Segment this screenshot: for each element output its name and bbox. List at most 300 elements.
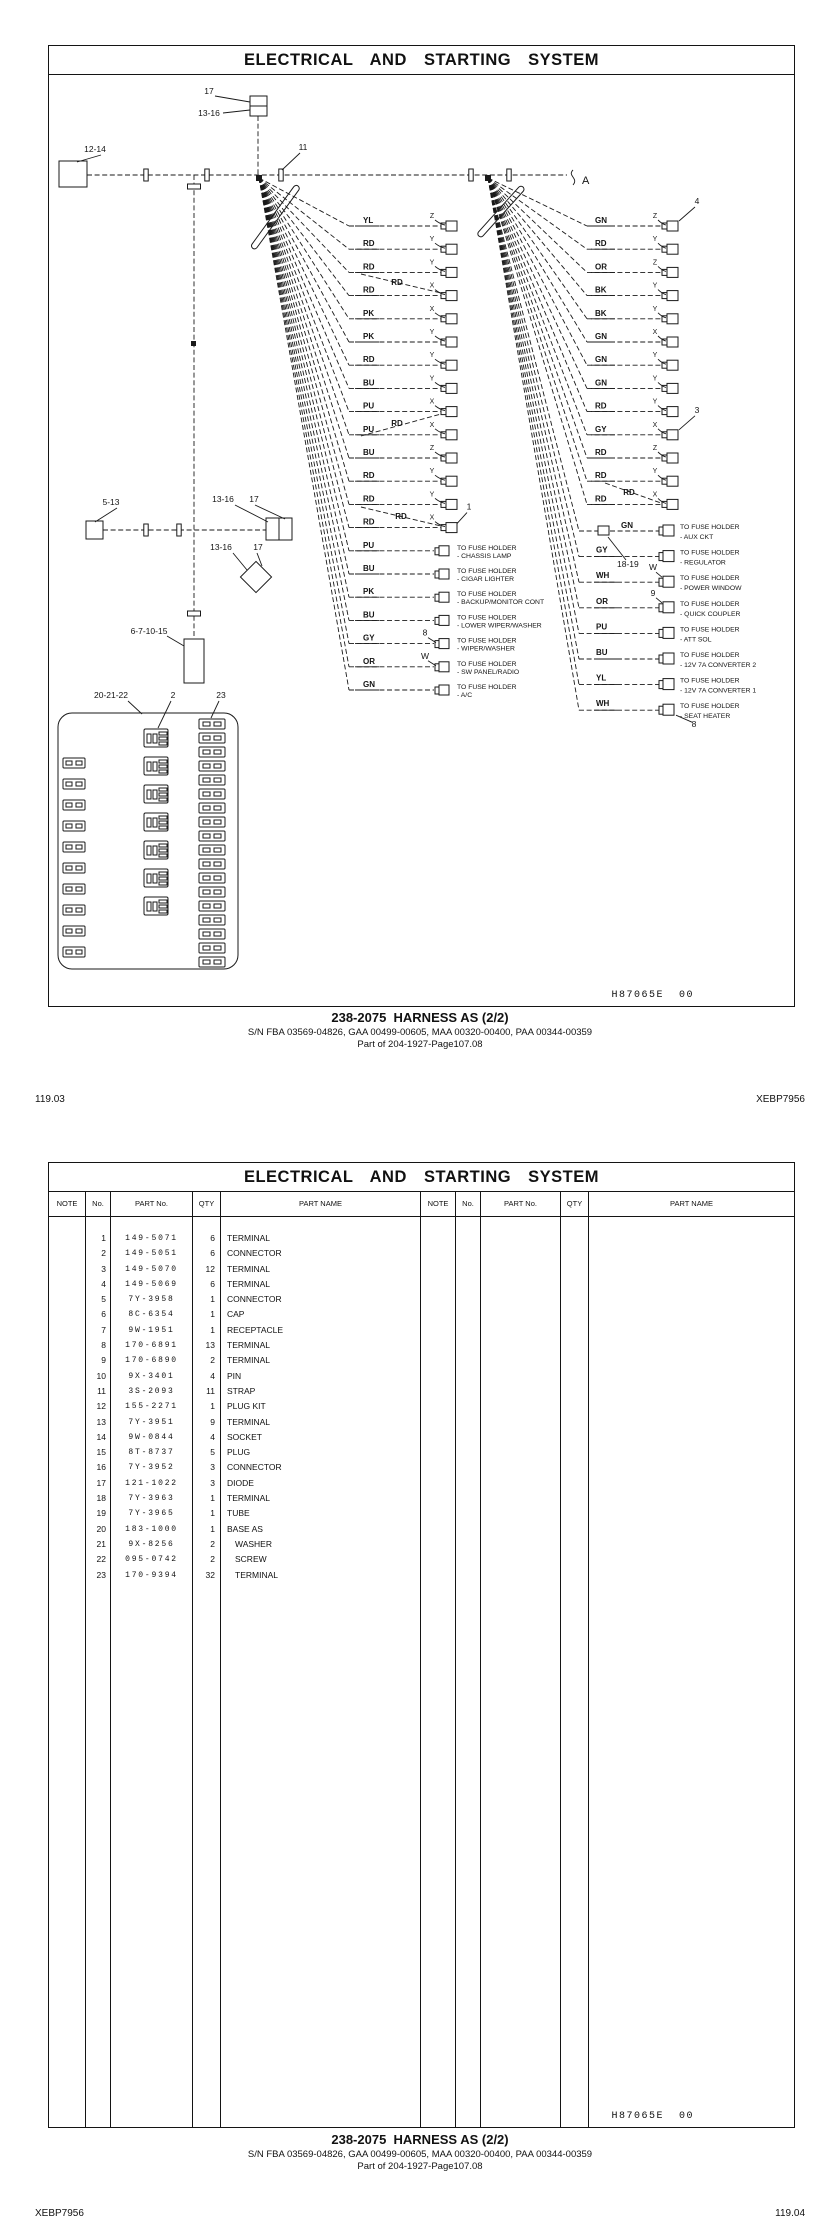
wire-color-label: GN (595, 332, 607, 341)
part-name-cell: CONNECTOR (221, 1246, 421, 1261)
terminal-box (667, 337, 678, 347)
note-cell (49, 1506, 86, 1521)
part-name-cell: PIN (221, 1369, 421, 1384)
relay-bar (159, 788, 167, 791)
wire-color-label: BU (363, 448, 375, 457)
callout-top_pin: 17 (204, 86, 214, 96)
item-no-cell: 20 (86, 1522, 111, 1537)
table-filler-cell (111, 1583, 193, 2127)
fuse-plug (435, 571, 439, 578)
part-name-cell: TERMINAL (221, 1491, 421, 1506)
note-cell (49, 1522, 86, 1537)
qty-cell (561, 1292, 589, 1307)
note-cell (421, 1399, 456, 1414)
table-filler-cell (589, 1583, 794, 2127)
relay-bar (159, 770, 167, 773)
callout-top_conn: 13-16 (198, 108, 220, 118)
fuse-holder-label: TO FUSE HOLDER (680, 524, 740, 531)
qty-cell (561, 1231, 589, 1246)
qty-cell: 12 (193, 1262, 221, 1277)
part-no-cell (481, 1445, 561, 1460)
callout-lower_pair2_r: 17 (253, 542, 263, 552)
fuse-plug (435, 548, 439, 555)
wire-color-label: RD (363, 262, 375, 272)
wire-color-label: BU (363, 564, 375, 573)
terminal-box (667, 407, 678, 417)
terminal-marker: Y (429, 259, 435, 267)
part-no-cell: 3S-2093 (111, 1384, 193, 1399)
part-name-cell: TERMINAL (221, 1277, 421, 1292)
item-no-cell (456, 1231, 481, 1246)
fuse-holder-label: - REGULATOR (680, 559, 726, 567)
note-cell (49, 1262, 86, 1277)
marker-hook (435, 313, 445, 318)
table-filler-cell (481, 1217, 561, 1231)
table-filler-cell (221, 1583, 421, 2127)
terminal-box (667, 221, 678, 231)
fuse-holder-label: - SW PANEL/RADIO (457, 668, 520, 676)
qty-cell (561, 1430, 589, 1445)
terminal-box (667, 314, 678, 324)
fuse-holder-label: TO FUSE HOLDER (457, 568, 517, 575)
qty-cell: 1 (193, 1399, 221, 1414)
wire-line (259, 178, 349, 388)
wire-color-label: RD (595, 494, 607, 504)
part-no-cell (481, 1430, 561, 1445)
wire-line (259, 178, 349, 365)
wire-color-label: GY (363, 633, 375, 643)
terminal-box (446, 291, 457, 301)
wire-color-label: RD (363, 494, 375, 504)
item-no-cell: 13 (86, 1415, 111, 1430)
part-no-cell: 9X-3401 (111, 1369, 193, 1384)
terminal-marker: X (429, 398, 435, 406)
terminal-box (446, 383, 457, 393)
relay-bar (159, 910, 167, 913)
part-no-cell: 7Y-3958 (111, 1292, 193, 1307)
fuse-pin (214, 764, 221, 768)
qty-cell: 6 (193, 1277, 221, 1292)
fuse-pin (214, 722, 221, 726)
fuse-plug (659, 578, 663, 586)
note-cell (49, 1231, 86, 1246)
item-no-cell (456, 1292, 481, 1307)
fuse-holder-label: TO FUSE HOLDER (680, 575, 740, 583)
terminal-box (446, 221, 457, 231)
wire-color-label: BU (363, 610, 375, 620)
fuse-plug (659, 655, 663, 663)
qty-cell: 6 (193, 1231, 221, 1246)
qty-cell: 1 (193, 1323, 221, 1338)
wire-line (488, 178, 587, 226)
jumper-label: RD (395, 512, 407, 521)
part-name-cell: SOCKET (221, 1430, 421, 1445)
part-name-cell: TERMINAL (221, 1568, 421, 1583)
fuse-pin (76, 824, 82, 828)
item-no-cell: 10 (86, 1369, 111, 1384)
fuse-pin (214, 918, 221, 922)
part-no-cell (481, 1537, 561, 1552)
qty-cell: 4 (193, 1430, 221, 1445)
part-name-cell (589, 1246, 794, 1261)
part-name-cell (589, 1384, 794, 1399)
part-no-cell: 8T-8737 (111, 1445, 193, 1460)
wire-note: W (420, 650, 430, 661)
relay-pin (147, 762, 151, 771)
inline-connector-pill (144, 169, 148, 181)
fuse-pin (203, 890, 210, 894)
relay-bar (159, 793, 167, 796)
connector-diamond (240, 561, 271, 592)
fuse-holder-label: TO FUSE HOLDER (457, 684, 517, 691)
item-no-cell (456, 1460, 481, 1475)
fuse-pin (76, 761, 82, 765)
terminal-box (667, 383, 678, 393)
header-part-name: PART NAME (589, 1191, 794, 1217)
part-name-cell: CONNECTOR (221, 1460, 421, 1475)
qty-cell (561, 1399, 589, 1414)
fuse-plug (659, 553, 663, 561)
table-filler-cell (111, 1217, 193, 1231)
header-qty: QTY (561, 1191, 589, 1217)
part-name-cell (589, 1277, 794, 1292)
fuse-plug (435, 617, 439, 624)
terminal-marker: Y (429, 468, 435, 476)
part-no-cell (481, 1246, 561, 1261)
page-title: ELECTRICAL AND STARTING SYSTEM (243, 1167, 600, 1186)
part-no-cell: 170-9394 (111, 1568, 193, 1583)
relay-bar (159, 798, 167, 801)
terminal-marker: Y (429, 236, 435, 244)
note-cell (49, 1323, 86, 1338)
wire-line (488, 178, 587, 481)
terminal-marker: Y (429, 329, 435, 336)
item-no-cell (456, 1384, 481, 1399)
fuse-pin (76, 887, 82, 891)
qty-cell: 9 (193, 1415, 221, 1430)
wire-line (259, 178, 349, 528)
wire-note: 8 (691, 719, 697, 730)
note-cell (49, 1460, 86, 1475)
fuse-pin (203, 778, 210, 782)
plate-code: H87065E 00 (611, 2111, 694, 2122)
terminal-box (446, 407, 457, 417)
callout-leader (167, 636, 184, 646)
terminal-box (446, 453, 457, 463)
item-no-cell: 17 (86, 1476, 111, 1491)
fuse-pin (214, 862, 221, 866)
fuse-pin (66, 782, 72, 786)
item-no-cell: 18 (86, 1491, 111, 1506)
wire-color-label: PK (363, 587, 375, 597)
part-name-cell (589, 1415, 794, 1430)
wire-color-label: PU (596, 622, 608, 632)
fuse-holder-label: TO FUSE HOLDER (680, 549, 740, 557)
wire-line (488, 178, 587, 412)
callout-left_conn: 12-14 (84, 144, 106, 154)
wire-color-label: GN (595, 378, 607, 388)
callout-right: 3 (694, 404, 700, 415)
part-name-cell (589, 1506, 794, 1521)
fuse-pin (66, 908, 72, 912)
terminal-marker: Y (652, 282, 658, 290)
qty-cell: 2 (193, 1537, 221, 1552)
fuse-pin (203, 862, 210, 866)
part-of-reference: Part of 204-1927-Page107.08 (357, 1039, 483, 1051)
callout-leader (233, 553, 247, 570)
relay-bar (159, 849, 167, 852)
wire-color-label: PK (363, 332, 375, 341)
note-cell (421, 1246, 456, 1261)
relay-pin (147, 790, 151, 799)
terminal-box (446, 244, 457, 254)
callout-leader (656, 572, 662, 577)
callout-leader (215, 96, 250, 102)
item-no-cell: 23 (86, 1568, 111, 1583)
qty-cell (561, 1460, 589, 1475)
relay-pin (153, 790, 157, 799)
wire-color-label: BU (596, 648, 608, 657)
qty-cell: 1 (193, 1522, 221, 1537)
note-cell (49, 1568, 86, 1583)
part-no-cell: 7Y-3952 (111, 1460, 193, 1475)
callout-panel: 20-21-22 (93, 690, 129, 700)
terminal-marker: X (429, 421, 435, 429)
note-cell (421, 1491, 456, 1506)
qty-cell (561, 1445, 589, 1460)
page-2 (48, 1162, 795, 2128)
wire-color-label: OR (363, 656, 375, 666)
item-no-cell (456, 1262, 481, 1277)
fuse-pin (76, 803, 82, 807)
item-no-cell (456, 1277, 481, 1292)
terminal-marker: Y (652, 375, 658, 383)
fuse-pin (66, 845, 72, 849)
part-name-cell (589, 1430, 794, 1445)
note-cell (49, 1415, 86, 1430)
fuse-plug (659, 604, 663, 612)
fuse-plug (435, 594, 439, 601)
terminal-box (446, 267, 457, 277)
part-no-cell: 149-5071 (111, 1231, 193, 1246)
terminal-marker: Y (652, 468, 658, 476)
item-no-cell (456, 1506, 481, 1521)
wire-color-label: GN (363, 680, 375, 689)
part-no-cell: 183-1000 (111, 1522, 193, 1537)
callout-leader (128, 701, 142, 714)
item-no-cell (456, 1491, 481, 1506)
part-name-cell: TERMINAL (221, 1262, 421, 1277)
connector-5-13 (86, 521, 103, 539)
part-no-cell: 155-2271 (111, 1399, 193, 1414)
note-cell (49, 1552, 86, 1567)
wire-color-label: GN (595, 355, 607, 365)
terminal-marker: Z (652, 213, 658, 220)
fuse-pin (214, 792, 221, 796)
item-no-cell (456, 1246, 481, 1261)
item-no-cell: 11 (86, 1384, 111, 1399)
part-no-cell (481, 1338, 561, 1353)
part-no-cell (481, 1277, 561, 1292)
terminal-marker: X (652, 421, 658, 429)
qty-cell (561, 1246, 589, 1261)
note-cell (49, 1246, 86, 1261)
terminal-box (446, 476, 457, 486)
callout-bus_pin: 11 (298, 142, 308, 152)
fuse-holder-label: TO FUSE HOLDER (457, 544, 517, 552)
relay-pin (147, 902, 151, 911)
wire-color-label: RD (595, 448, 607, 457)
table-filler-cell (456, 1583, 481, 2127)
harness-title: 238-2075 HARNESS AS (2/2) (331, 1010, 509, 1025)
note-cell (421, 1476, 456, 1491)
part-name-cell (589, 1338, 794, 1353)
item-no-cell (456, 1568, 481, 1583)
fuse-pin (214, 778, 221, 782)
page-1 (48, 45, 795, 1007)
page-2-ref-left: XEBP7956 (35, 2208, 84, 2219)
part-no-cell: 149-5070 (111, 1262, 193, 1277)
callout-lower_conn: 5-13 (102, 497, 120, 507)
qty-cell (561, 1262, 589, 1277)
part-no-cell (481, 1552, 561, 1567)
page-2-title-bar (49, 1163, 794, 1192)
part-no-cell (481, 1292, 561, 1307)
fuse-holder-label: - A/C (457, 692, 473, 699)
fuse-pin (66, 866, 72, 870)
note-cell (49, 1537, 86, 1552)
part-name-cell (589, 1522, 794, 1537)
part-no-cell: 7Y-3965 (111, 1506, 193, 1521)
note-cell (49, 1445, 86, 1460)
wire-color-label: GY (596, 545, 608, 555)
fuse-plug (659, 706, 663, 714)
relay-bar (159, 816, 167, 819)
fuse-pin (66, 824, 72, 828)
part-name-cell: SCREW (221, 1552, 421, 1567)
terminal-box (446, 337, 457, 347)
part-no-cell (481, 1353, 561, 1368)
table-filler-cell (49, 1217, 86, 1231)
item-no-cell: 12 (86, 1399, 111, 1414)
note-cell (49, 1353, 86, 1368)
fuse-pin (203, 848, 210, 852)
qty-cell (561, 1338, 589, 1353)
page-1-title-bar (49, 46, 794, 75)
wire-line (488, 178, 587, 365)
note-cell (49, 1430, 86, 1445)
fuse-holder-label: TO FUSE HOLDER (680, 652, 740, 659)
qty-cell: 2 (193, 1552, 221, 1567)
item-no-cell: 22 (86, 1552, 111, 1567)
section-label: A (582, 175, 590, 187)
fuse-pin (214, 806, 221, 810)
terminal-marker: Z (429, 445, 435, 452)
qty-cell (561, 1537, 589, 1552)
qty-cell: 32 (193, 1568, 221, 1583)
jumper-label: RD (391, 419, 403, 428)
item-no-cell: 1 (86, 1231, 111, 1246)
note-cell (49, 1292, 86, 1307)
fuse-pin (66, 929, 72, 933)
qty-cell: 11 (193, 1384, 221, 1399)
wire-color-label: PU (363, 540, 375, 550)
note-cell (49, 1476, 86, 1491)
item-no-cell: 19 (86, 1506, 111, 1521)
item-no-cell: 7 (86, 1323, 111, 1338)
wire-color-label: BK (595, 308, 607, 318)
header-note: NOTE (421, 1191, 456, 1217)
part-no-cell (481, 1506, 561, 1521)
terminal-box (667, 244, 678, 254)
qty-cell (561, 1369, 589, 1384)
fuse-pin (214, 960, 221, 964)
page-2-ref-right: 119.04 (775, 2208, 805, 2219)
item-no-cell (456, 1537, 481, 1552)
fuse-pin (66, 761, 72, 765)
wire-line (259, 178, 349, 644)
section-brace (571, 170, 574, 185)
item-no-cell (456, 1399, 481, 1414)
fuse-pin (76, 845, 82, 849)
fuse-pin (214, 946, 221, 950)
terminal-box (446, 314, 457, 324)
part-name-cell (589, 1491, 794, 1506)
harness-title: 238-2075 HARNESS AS (2/2) (331, 2132, 509, 2147)
wire-color-label: BU (363, 378, 375, 388)
fuse-holder-label: TO FUSE HOLDER (457, 614, 517, 622)
wire-line (488, 178, 579, 633)
part-no-cell (481, 1460, 561, 1475)
wire-note: 9 (650, 587, 656, 598)
wire-color-label: RD (595, 471, 607, 481)
wire-color-label: RD (363, 239, 375, 249)
qty-cell: 1 (193, 1292, 221, 1307)
item-no-cell: 5 (86, 1292, 111, 1307)
relay-bar (159, 826, 167, 829)
relay-bar (159, 732, 167, 735)
fuse-holder-label: - CHASSIS LAMP (457, 552, 512, 560)
item-no-cell (456, 1445, 481, 1460)
note-cell (49, 1338, 86, 1353)
note-cell (421, 1292, 456, 1307)
header-part-name: PART NAME (221, 1191, 421, 1217)
wire-color-label: WH (596, 571, 610, 581)
table-filler-cell (221, 1217, 421, 1231)
part-no-cell (481, 1307, 561, 1322)
terminal-marker: Y (429, 352, 435, 360)
relay-bar (159, 872, 167, 875)
qty-cell (561, 1323, 589, 1338)
callout-lower_pair_r: 17 (249, 494, 259, 504)
wire-color-label: RD (595, 239, 607, 249)
relay-pin (153, 874, 157, 883)
table-filler-cell (193, 1583, 221, 2127)
qty-cell (561, 1415, 589, 1430)
fuse-pin (203, 764, 210, 768)
note-cell (49, 1277, 86, 1292)
wire-line (259, 178, 349, 551)
wire-line (488, 178, 579, 557)
qty-cell: 5 (193, 1445, 221, 1460)
fuse-holder-label: - CIGAR LIGHTER (457, 576, 515, 583)
note-cell (421, 1262, 456, 1277)
item-no-cell (456, 1430, 481, 1445)
wire-color-label: YL (363, 216, 374, 225)
fuse-plug (663, 653, 674, 664)
fuse-pin (214, 736, 221, 740)
fuse-holder-label: TO FUSE HOLDER (457, 591, 517, 599)
